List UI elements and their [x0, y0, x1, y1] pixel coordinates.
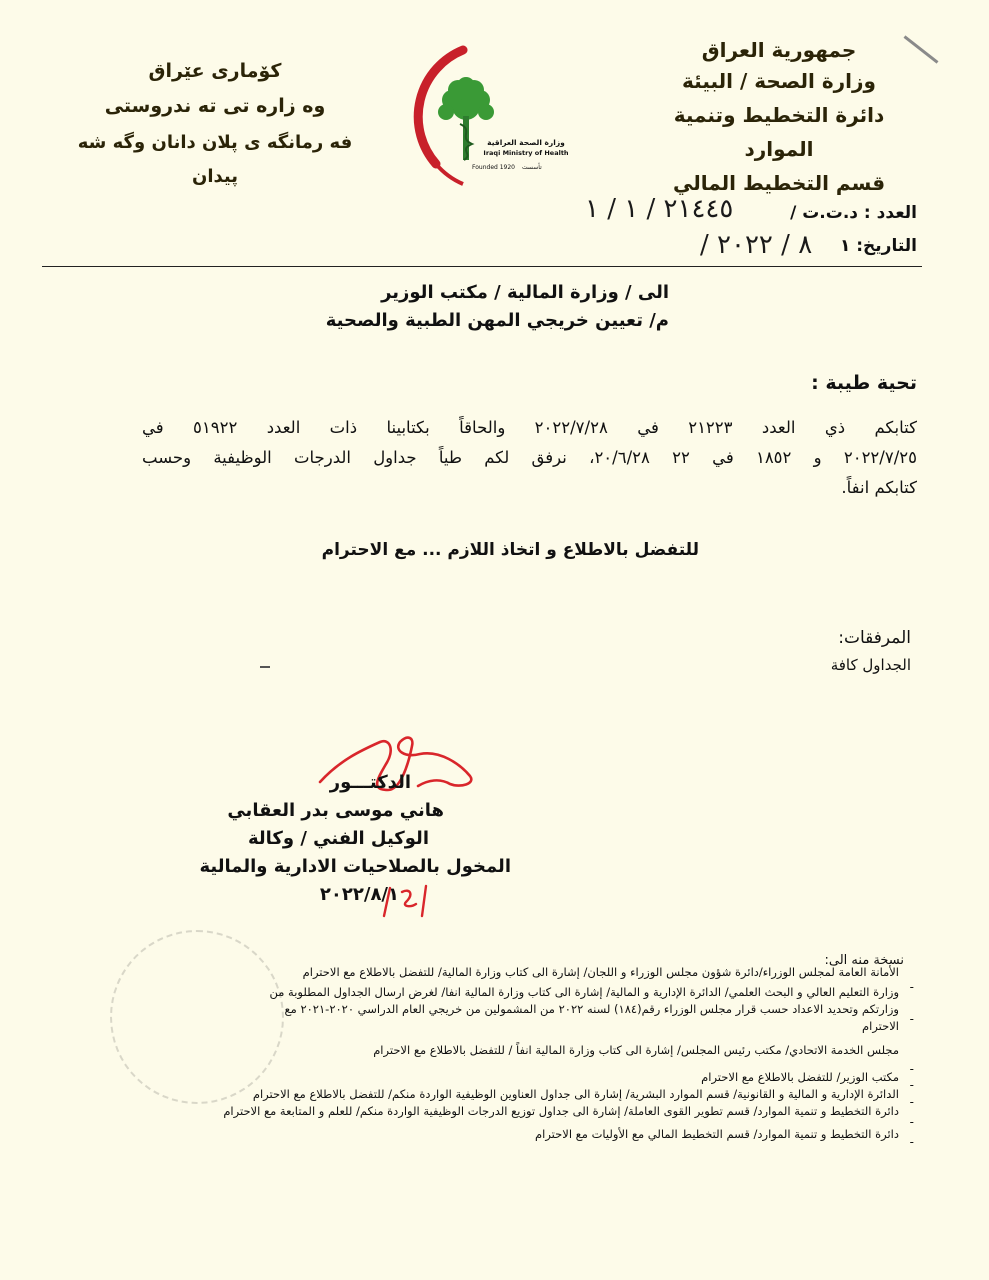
header-left-country: كۆماری عێراق	[148, 60, 282, 82]
address-subject: م/ تعيين خريجي المهن الطبية والصحية	[325, 310, 669, 331]
cc-bullet: -	[909, 1095, 914, 1109]
cc-item: مجلس الخدمة الاتحادي/ مكتب رئيس المجلس/ إشارة الى كتاب وزارة المالية انفاً / للتفضل بالاطلاع مع الاحترام	[373, 1043, 899, 1057]
header-left-ministry: وه زاره تی ته ندروستی	[104, 95, 326, 117]
cc-bullet: -	[909, 1012, 914, 1026]
header-right	[654, 36, 904, 200]
ref-number-label: العدد : د.ت.ت /	[790, 203, 917, 223]
ref-date-handwritten: / ٨ / ٢٠٢٢	[700, 230, 813, 260]
cc-bullet: -	[909, 980, 914, 994]
cc-bullet: -	[909, 1115, 914, 1129]
address-to: الى / وزارة المالية / مكتب الوزير	[381, 282, 669, 303]
attachments-value: الجداول كافة	[830, 656, 911, 674]
header-left-directorate: فه رمانگه ی پلان دانان وگه شه پیدان	[77, 132, 353, 187]
ref-number-handwritten: ٢١٤٤٥ / ١ / ١	[585, 194, 734, 224]
body-line-1: كتابكم ذي العدد ٢١٢٢٣ في ٢٠٢٢/٧/٢٨ والحاقاً بكتابينا ذات العدد ٥١٩٢٢ في	[142, 418, 918, 437]
header-section: قسم التخطيط المالي	[672, 171, 886, 195]
signature-date-ink-icon	[380, 882, 440, 922]
logo-founded-text: Founded 1920	[472, 164, 515, 171]
signature-date: ٢٠٢٢/٨/١	[319, 884, 399, 905]
greeting: تحية طيبة :	[811, 372, 917, 394]
header-country: جمهورية العراق	[701, 38, 857, 62]
signature-title: الدكتـــور	[329, 772, 411, 793]
logo-emblem-icon	[408, 44, 578, 194]
attachments-label: المرفقات:	[838, 628, 911, 648]
cc-item: دائرة التخطيط و تنمية الموارد/ قسم تطوير القوى العاملة/ إشارة الى جداول توزيع الدرجات الوظيفية الواردة منكم/ للعلم و المتابعة مع الاحترام	[223, 1104, 899, 1118]
cc-bullet: -	[909, 1135, 914, 1149]
body-line-2: ٢٠٢٢/٧/٢٥ و ١٨٥٢ في ٢٢ ٢٠/٦/٢٨، نرفق لكم طياً جداول الدرجات الوظيفية وحسب	[142, 448, 917, 467]
header-ministry: وزارة الصحة / البيئة	[682, 69, 876, 93]
signature-authority: المخول بالصلاحيات الادارية والمالية	[199, 856, 511, 877]
header-left	[55, 56, 375, 194]
cc-item-cont: الاحترام	[862, 1019, 899, 1033]
cc-item: دائرة التخطيط و تنمية الموارد/ قسم التخطيط المالي مع الأوليات مع الاحترام	[535, 1127, 899, 1141]
cc-item: الدائرة الإدارية و المالية و القانونية/ قسم الموارد البشرية/ إشارة الى جداول العناوين الوظيفية الواردة منكم/ للتفضل بالاطلاع مع الاحترام	[252, 1087, 899, 1101]
header-divider	[42, 266, 922, 267]
signature-name: هاني موسى بدر العقابي	[227, 800, 444, 821]
cc-item-cont: وزارتكم وتحديد الاعداد حسب قرار مجلس الوزراء رقم(١٨٤) لسنه ٢٠٢٢ من المشمولين من خريجي العام الدراسي ٢٠٢٠-٢٠٢١ مع	[284, 1002, 899, 1016]
ministry-logo	[408, 44, 578, 194]
signature-position: الوكيل الفني / وكالة	[247, 828, 429, 849]
cc-label: نسخة منه الى:	[824, 953, 904, 968]
body-line-3: كتابكم انفاً.	[841, 478, 917, 497]
cc-bullet: -	[909, 1062, 914, 1076]
header-directorate: دائرة التخطيط وتنمية الموارد	[673, 103, 885, 161]
cc-item: وزارة التعليم العالي و البحث العلمي/ الدائرة الإدارية و المالية/ إشارة الى كتاب وزارة المالية انفا/ لغرض ارسال الجداول المطلوبة من	[269, 985, 899, 999]
staple-mark	[904, 35, 939, 63]
cc-bullet: -	[909, 1078, 914, 1092]
ref-date-label: التاريخ: ١	[839, 236, 917, 256]
logo-founded-ar: تأسست	[522, 164, 542, 171]
cc-item: الأمانة العامة لمجلس الوزراء/دائرة شؤون مجلس الوزراء و اللجان/ إشارة الى كتاب وزارة المالية/ للتفضل بالاطلاع مع الاحترام	[302, 965, 899, 979]
logo-english-text: Iraqi Ministry of Health	[483, 149, 569, 157]
closing-line: للتفضل بالاطلاع و اتخاذ اللازم ... مع الاحترام	[321, 540, 699, 560]
cc-item: مكتب الوزير/ للتفضل بالاطلاع مع الاحترام	[701, 1070, 899, 1084]
speck-mark	[260, 666, 270, 668]
logo-arabic-text: وزارة الصحة العراقية	[487, 138, 565, 147]
